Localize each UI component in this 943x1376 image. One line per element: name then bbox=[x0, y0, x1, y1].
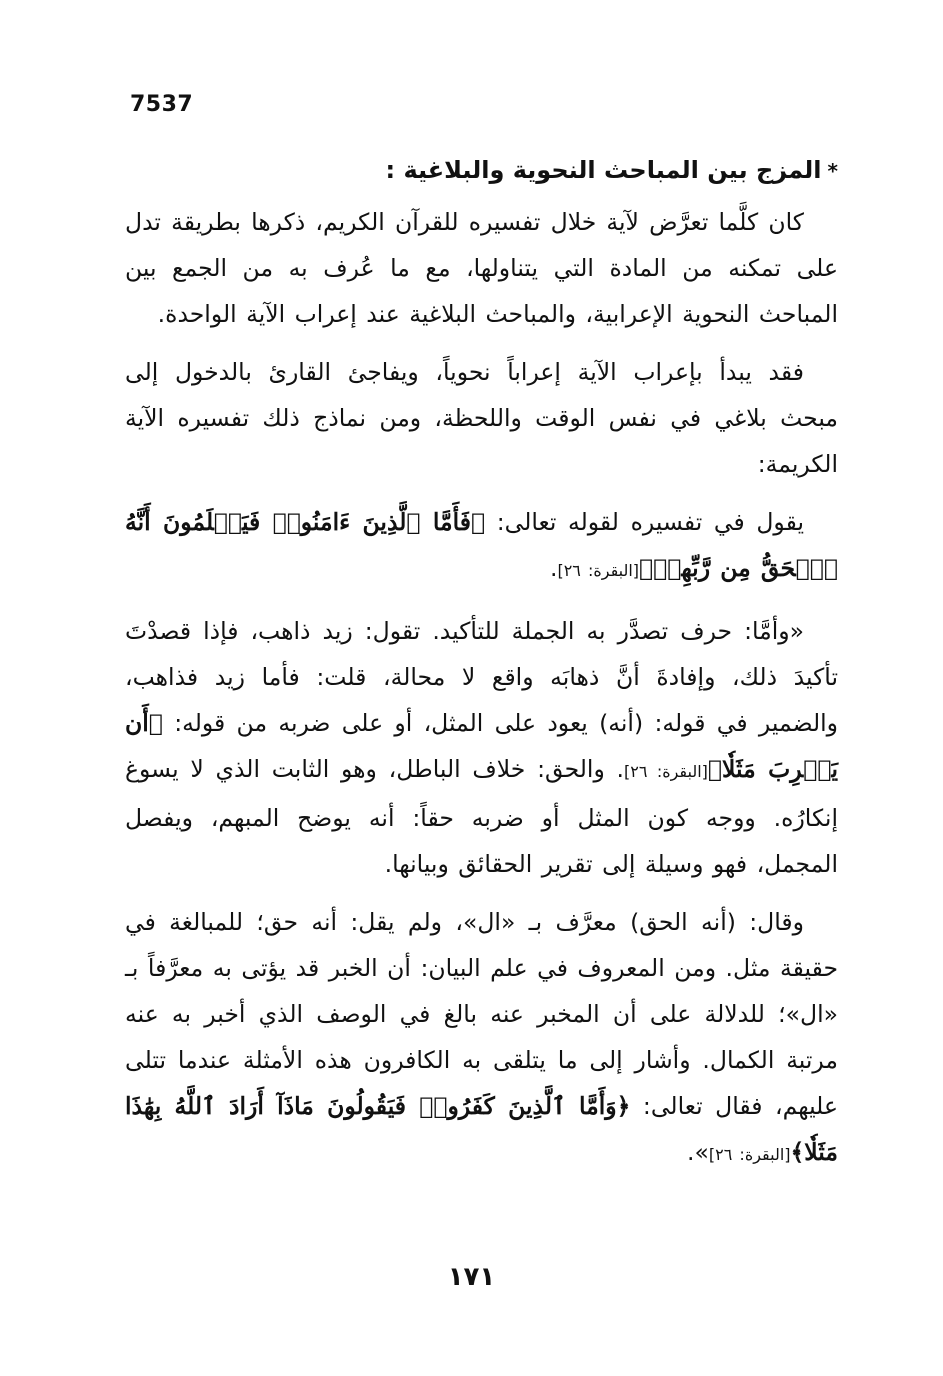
paragraph-4 bbox=[125, 608, 838, 887]
quran-verse: ﴿وَأَمَّا ٱلَّذِينَ كَفَرُوا۟ فَيَقُولُونَ مَاذَآ أَرَادَ ٱللَّهُ بِهَٰذَا مَثَلٗا﴾ bbox=[125, 1092, 838, 1166]
paragraph-4-part-2: . والحق: خلاف الباطل، وهو الثابت الذي لا يسوغ إنكارُه. ووجه كون المثل أو ضربه حقاً: أنه يوضح المبهم، ويفصل المجمل، فهو وسيلة إلى تقرير الحقائق وبيانها. bbox=[125, 755, 838, 878]
text-body bbox=[125, 150, 838, 1190]
page-number: ١٧١ bbox=[447, 1262, 496, 1292]
quran-verse: ﴿أَن يَضۡرِبَ مَثَلٗا﴾ bbox=[125, 709, 838, 783]
paragraph-4-part-1: «وأمَّا: حرف تصدَّر به الجملة للتأكيد. تقول: زيد ذاهب، فإذا قصدْتَ تأكيدَ ذلك، وإفادةَ أنَّ ذهابَه واقع لا محالة، قلت: فأما زيد فذاهب، والضمير في قوله: (أنه) يعود على المثل، أو على ضربه من قوله: bbox=[125, 617, 838, 737]
paragraph-2: فقد يبدأ بإعراب الآية إعراباً نحوياً، ويفاجئ القارئ بالدخول إلى مبحث بلاغي في نفس الوقت واللحظة، ومن نماذج ذلك تفسيره الآية الكريمة: bbox=[125, 358, 838, 478]
paragraph-3-intro: يقول في تفسيره لقوله تعالى: bbox=[485, 508, 805, 536]
paragraph-5 bbox=[125, 899, 838, 1178]
paragraph-3 bbox=[125, 499, 838, 594]
section-heading-text: المزج بين المباحث النحوية والبلاغية : bbox=[385, 156, 822, 184]
star-marker-icon: * bbox=[827, 159, 838, 183]
section-heading bbox=[125, 150, 838, 191]
paragraph-3-end: . bbox=[549, 554, 558, 582]
paragraph-1: كان كلَّما تعرَّض لآية خلال تفسيره للقرآن الكريم، ذكرها بطريقة تدل على تمكنه من المادة التي يتناولها، مع ما عُرف به من الجمع بين المباحث النحوية الإعرابية، والمباحث البلاغية عند إعراب الآية الواحدة. bbox=[125, 208, 838, 328]
page-code: 7537 bbox=[130, 92, 194, 117]
quran-verse: ﴿فَأَمَّا ٱلَّذِينَ ءَامَنُوا۟ فَيَعۡلَمُونَ أَنَّهُ ٱلۡحَقُّ مِن رَّبِّهِمۡ﴾ bbox=[125, 508, 838, 582]
verse-reference: [البقرة: ٢٦] bbox=[708, 1145, 791, 1164]
verse-reference: [البقرة: ٢٦] bbox=[624, 762, 708, 781]
paragraph-5-end: ». bbox=[687, 1138, 709, 1166]
paragraph-5-part-1: وقال: (أنه الحق) معرَّف بـ «ال»، ولم يقل: أنه حق؛ للمبالغة في حقيقة مثل. ومن المعروف في علم البيان: أن الخبر قد يؤتى به معرَّفاً بـ «ال»؛ للدلالة على أن المخبر عنه بالغ في الوصف الذي أخبر به عنه مرتبة الكمال. وأشار إلى ما يتلقى به الكافرون هذه الأمثلة عندما تتلى عليهم، فقال تعالى: bbox=[125, 908, 838, 1120]
verse-reference: [البقرة: ٢٦] bbox=[557, 561, 640, 580]
